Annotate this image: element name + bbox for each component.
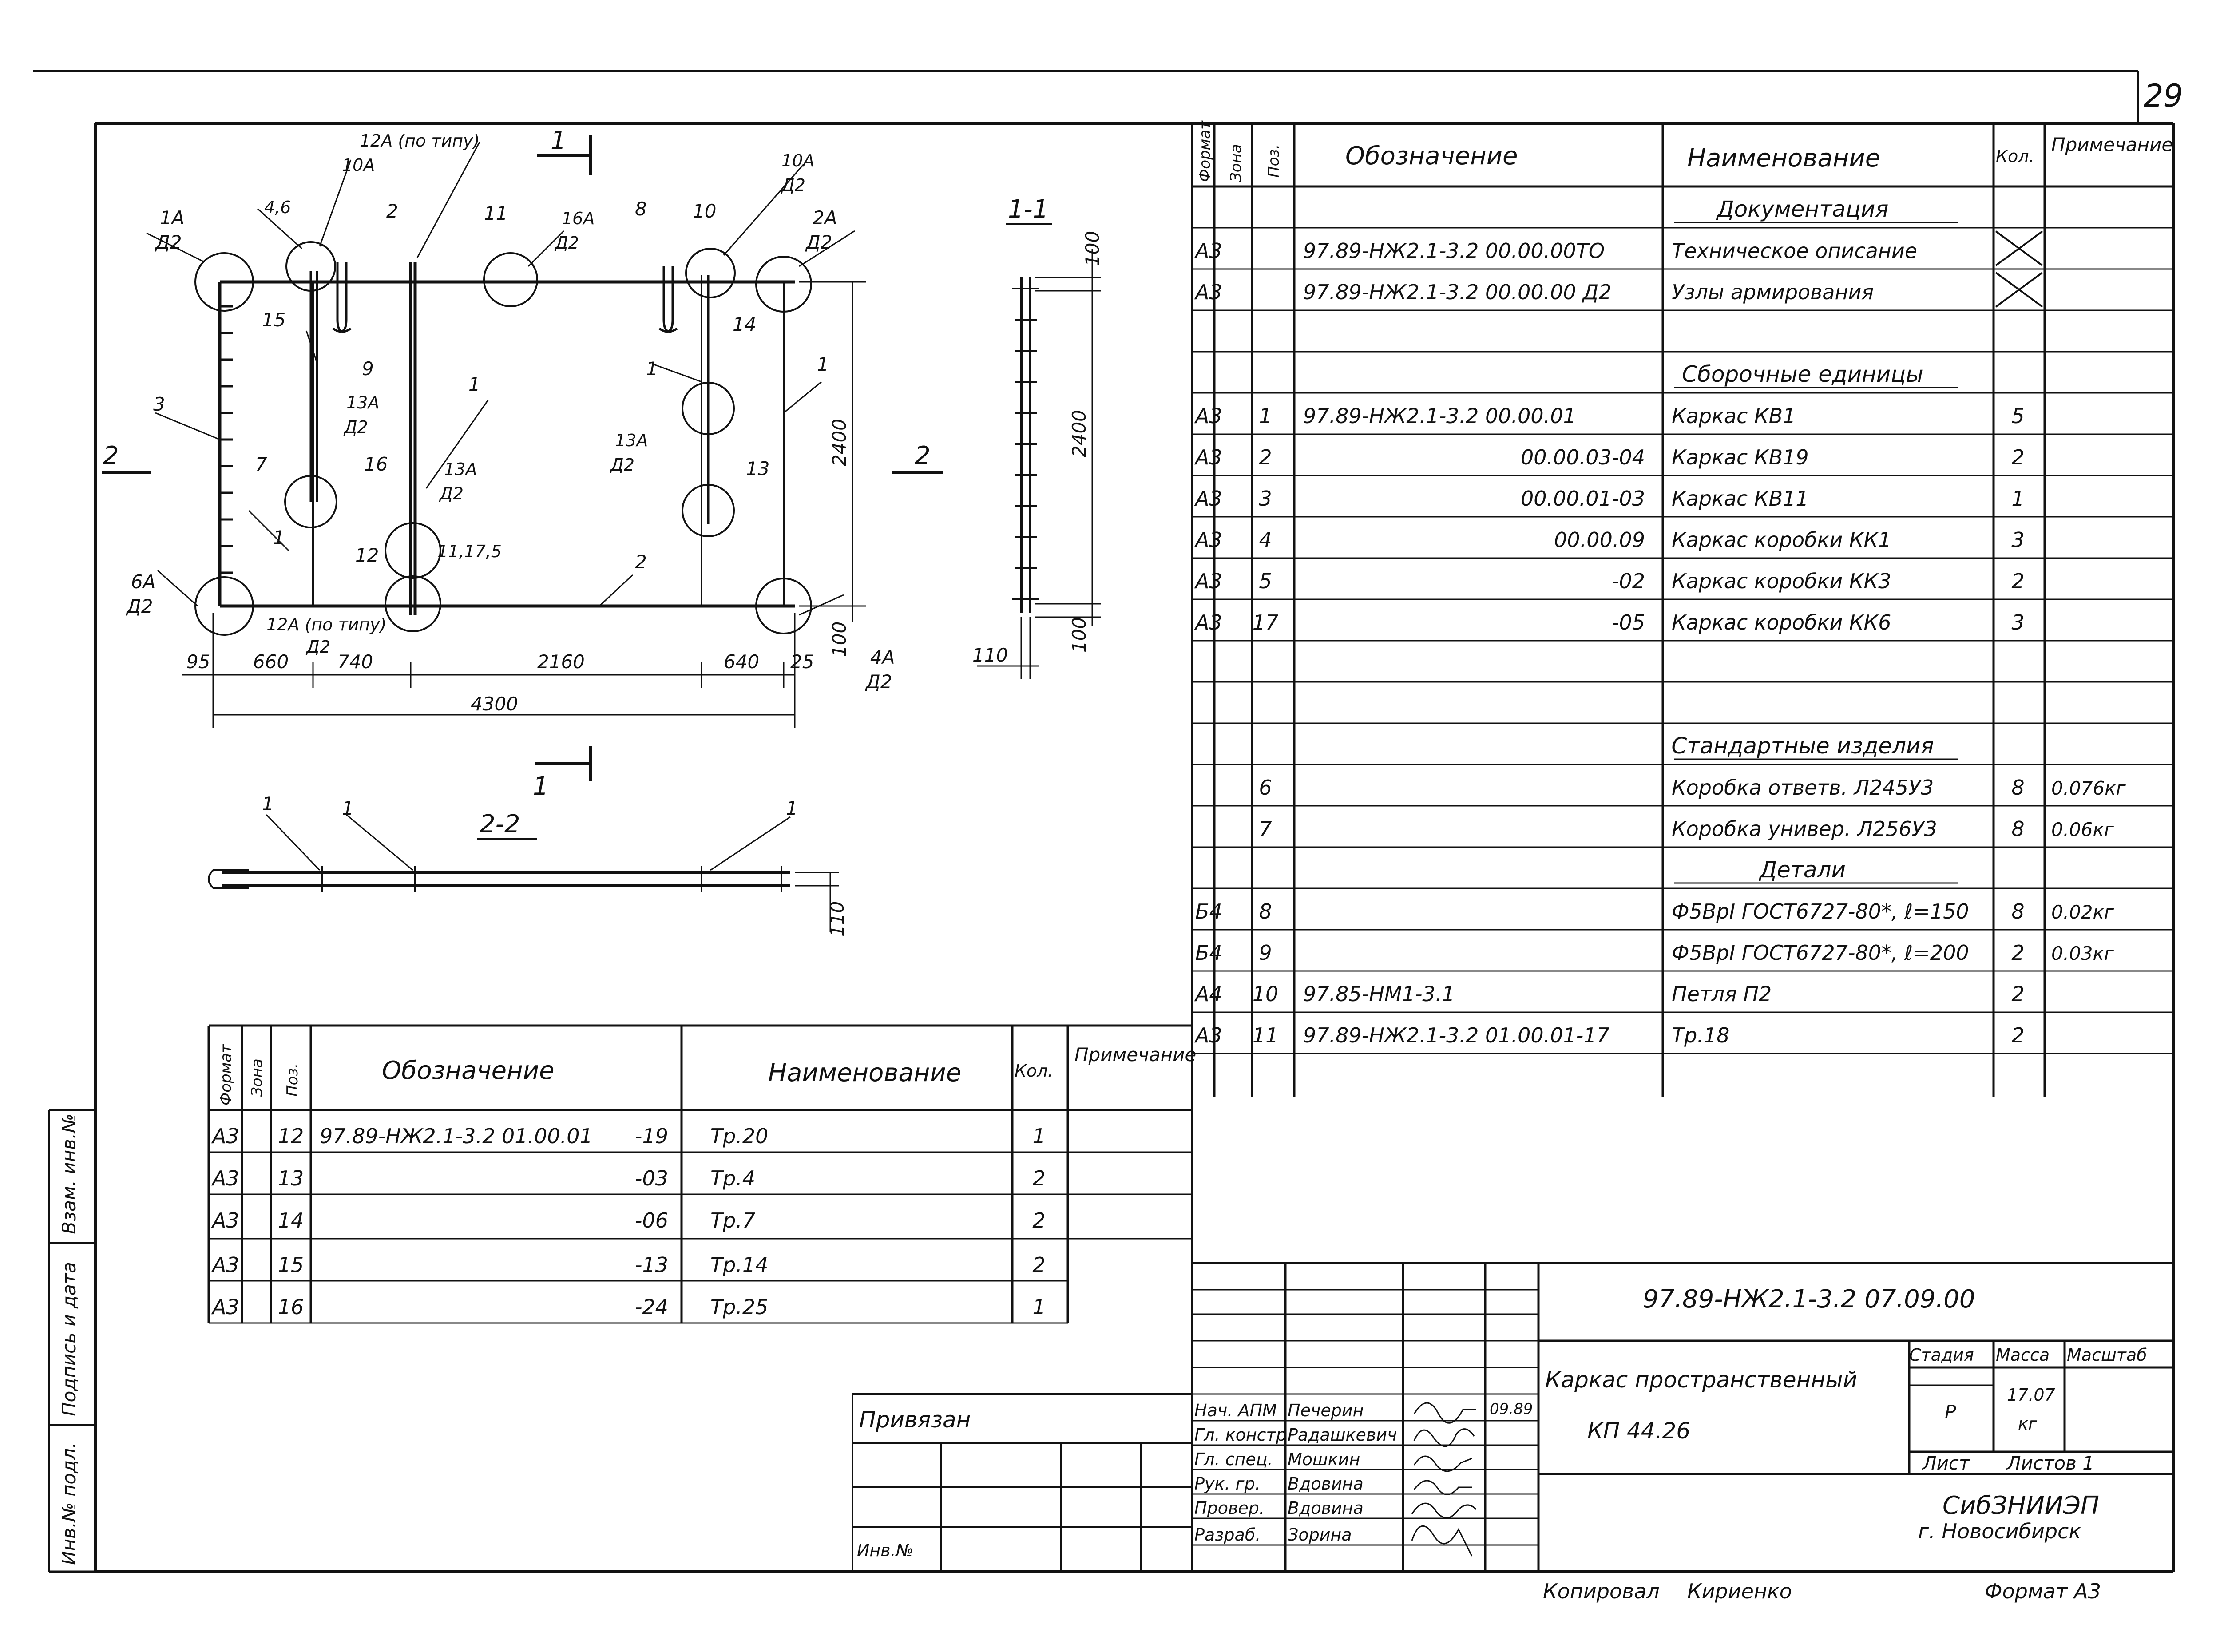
sheet-number: 29: [2144, 78, 2184, 114]
callout-4A: 4А: [870, 646, 895, 668]
spec-main-format: А3: [1195, 445, 1222, 469]
pos-label: 2: [635, 551, 647, 573]
section-2-left: 2: [103, 441, 119, 470]
spec-main-name: Каркас КВ19: [1672, 445, 1809, 469]
dim-95: 95: [186, 651, 210, 673]
spec-main-designation: 00.00.03-04: [1521, 445, 1645, 469]
signer-role: Гл. спец.: [1194, 1450, 1273, 1469]
spec-main-qty: 3: [2011, 610, 2025, 634]
spec-main-name: Коробка универ. Л256У3: [1672, 817, 1937, 841]
tb-mass-label: Масса: [1996, 1345, 2050, 1365]
callout-10A-right: 10А: [781, 151, 815, 170]
spec-main-designation: 00.00.09: [1554, 528, 1645, 552]
spec-main-note: 0.076кг: [2051, 777, 2126, 799]
spec-main-designation: 97.89-НЖ2.1-3.2 01.00.01-17: [1303, 1023, 1610, 1047]
spec-main-qty: 8: [2011, 817, 2025, 841]
callout-13A-left: 13А: [346, 393, 380, 412]
view22-pos-1a: 1: [262, 793, 274, 815]
spec-main-pos: 17: [1252, 610, 1279, 634]
dim-2400-1-1: 2400: [1068, 410, 1090, 457]
spec-left-suffix: -19: [634, 1124, 668, 1148]
dim-100-lower: 100: [829, 621, 850, 657]
sheet-format: Формат А3: [1985, 1579, 2101, 1603]
spec-left-suffix: -03: [634, 1166, 668, 1190]
spec-main-format: А3: [1195, 487, 1222, 511]
dim-4300: 4300: [471, 693, 518, 715]
tb-stage: Р: [1945, 1401, 1956, 1423]
spec-main-name: Каркас коробки КК3: [1672, 569, 1891, 593]
spec-left-qty: 2: [1032, 1166, 1046, 1190]
spec-main-pos: 7: [1259, 817, 1272, 841]
spec-main-qty: 2: [2011, 1023, 2025, 1047]
dim-100-bottom-1-1: 100: [1068, 617, 1090, 653]
pos-label: 16: [364, 453, 388, 475]
spec-main-h-zone: Зона: [1227, 144, 1245, 182]
callout-2A: 2А: [813, 207, 837, 229]
spec-main-format: А3: [1195, 1023, 1222, 1047]
callout-1A: 1А: [160, 207, 185, 229]
signer-role: Нач. АПМ: [1194, 1401, 1277, 1420]
spec-main-designation: 97.89-НЖ2.1-3.2 00.00.00ТО: [1303, 239, 1605, 263]
spec-left-h-note: Примечание: [1074, 1044, 1197, 1066]
pos-label: 2: [386, 200, 398, 222]
spec-main-designation: -05: [1611, 610, 1645, 634]
spec-main-format: А3: [1195, 404, 1222, 428]
pos-label: 1: [273, 527, 285, 548]
spec-left-format: А3: [212, 1253, 239, 1277]
spec-left-qty: 2: [1032, 1208, 1046, 1232]
pos-label: 3: [153, 393, 165, 415]
spec-main-format: Б4: [1195, 899, 1222, 923]
section-1-top: 1: [551, 126, 567, 155]
callout-10A-right-ref: Д2: [781, 175, 805, 195]
spec-main-h-qty: Кол.: [1996, 147, 2034, 166]
tb-item-mark: КП 44.26: [1587, 1418, 1691, 1444]
spec-left-h-designation: Обозначение: [382, 1056, 555, 1085]
spec-main-name: Каркас коробки КК6: [1672, 610, 1891, 634]
side-sign-date: Подпись и дата: [58, 1262, 80, 1416]
spec-main-table: [1192, 120, 2173, 1263]
view22-pos-1c: 1: [786, 797, 798, 819]
signatures: [1412, 1403, 1476, 1556]
tb-sheets-label: Листов 1: [2007, 1452, 2094, 1474]
spec-main-pos: 6: [1259, 776, 1272, 800]
spec-main-note: 0.06кг: [2051, 819, 2114, 840]
signer-name: Печерин: [1288, 1401, 1364, 1420]
callout-6A: 6А: [131, 571, 156, 593]
section-1-1-view: [972, 195, 1103, 679]
callout-4-6: 4,6: [264, 198, 291, 217]
spec-main-h-designation: Обозначение: [1345, 142, 1518, 170]
spec-main-qty: 2: [2011, 569, 2025, 593]
spec-main-note: 0.03кг: [2051, 943, 2114, 964]
callout-2A-ref: Д2: [806, 231, 832, 253]
view22-pos-1b: 1: [342, 797, 354, 819]
copied-by-label: Копировал: [1543, 1579, 1660, 1603]
section-2-right: 2: [915, 441, 931, 470]
side-inv-orig: Инв.№ подл.: [58, 1442, 80, 1565]
spec-main-format: Б4: [1195, 941, 1222, 965]
spec-main-name: Тр.18: [1672, 1023, 1730, 1047]
pos-label: 15: [262, 309, 286, 331]
callout-12A-bottom: 12А (по типу): [266, 615, 387, 634]
spec-main-name: Ф5ВрI ГОСТ6727-80*, ℓ=200: [1672, 941, 1969, 965]
dim-640: 640: [724, 651, 760, 673]
dim-660: 660: [253, 651, 289, 673]
spec-main-h-pos: Поз.: [1265, 144, 1283, 178]
signer-role: Провер.: [1194, 1498, 1265, 1518]
spec-main-h-format: Формат: [1196, 121, 1214, 182]
tb-item-name: Каркас пространственный: [1545, 1367, 1858, 1393]
signer-role: Разраб.: [1194, 1525, 1261, 1545]
callout-13A-left-ref: Д2: [344, 417, 368, 437]
tb-mass: 17.07: [2007, 1385, 2055, 1405]
copied-by-name: Кириенко: [1687, 1579, 1792, 1603]
tb-city: г. Новосибирск: [1918, 1519, 2081, 1543]
spec-left-h-name: Наименование: [768, 1058, 962, 1087]
spec-main-qty: 1: [2011, 487, 2025, 511]
pos-label: 7: [255, 453, 267, 475]
pos-label: 1: [646, 358, 658, 380]
tb-code: 97.89-НЖ2.1-3.2 07.09.00: [1643, 1285, 1975, 1314]
spec-main-designation: -02: [1611, 569, 1645, 593]
spec-main-name: Каркас КВ11: [1672, 487, 1809, 511]
spec-main-qty: 2: [2011, 982, 2025, 1006]
dim-740: 740: [337, 651, 373, 673]
title-block: [1192, 1263, 2173, 1572]
pos-label: 1: [468, 373, 480, 395]
signer-name: Мошкин: [1288, 1450, 1360, 1469]
spec-main-qty: 8: [2011, 899, 2025, 923]
spec-main-section-heading: Детали: [1759, 857, 1846, 883]
spec-main-note: 0.02кг: [2051, 901, 2114, 923]
spec-main-designation: 97.85-НМ1-3.1: [1303, 982, 1455, 1006]
spec-main-name: Узлы армирования: [1672, 280, 1874, 304]
spec-left-pos: 16: [278, 1295, 304, 1319]
spec-left-pos: 13: [278, 1166, 304, 1190]
spec-main-pos: 5: [1259, 569, 1272, 593]
spec-main-name: Коробка ответв. Л245У3: [1672, 776, 1934, 800]
spec-left-format: А3: [212, 1166, 239, 1190]
tb-org: СибЗНИИЭП: [1942, 1491, 2100, 1520]
spec-main-h-name: Наименование: [1687, 144, 1881, 173]
pos-label: 1: [817, 353, 829, 375]
spec-left-name: Тр.25: [710, 1295, 769, 1319]
spec-main-name: Петля П2: [1672, 982, 1772, 1006]
view-1-1-title: 1-1: [1008, 195, 1049, 224]
spec-main-section-heading: Документация: [1717, 196, 1889, 222]
callout-13A-right-ref: Д2: [610, 455, 634, 475]
spec-main-format: А3: [1195, 528, 1222, 552]
callout-16A: 16А: [562, 209, 595, 228]
pos-label: 13: [746, 458, 770, 479]
spec-main-pos: 10: [1252, 982, 1279, 1006]
pos-label: 14: [733, 313, 757, 335]
spec-left-table: [209, 1026, 1196, 1323]
tb-scale-label: Масштаб: [2067, 1345, 2147, 1365]
tb-date: 09.89: [1490, 1400, 1533, 1418]
callout-10A-left: 10А: [342, 155, 375, 175]
spec-left-name: Тр.20: [710, 1124, 769, 1148]
signer-name: Вдовина: [1288, 1474, 1364, 1494]
pos-label: 12: [355, 544, 379, 566]
pos-label: 11,17,5: [437, 542, 502, 561]
spec-left-suffix: -06: [634, 1208, 668, 1232]
section-1-bottom: 1: [533, 772, 549, 801]
spec-left-qty: 1: [1032, 1124, 1046, 1148]
spec-main-designation: 00.00.01-03: [1521, 487, 1645, 511]
dim-100-top-1-1: 100: [1082, 230, 1103, 266]
spec-main-pos: 9: [1259, 941, 1272, 965]
tb-stage-label: Стадия: [1909, 1345, 1974, 1365]
pos-label: 11: [484, 202, 508, 224]
side-inv-repl: Взам. инв.№: [58, 1113, 80, 1234]
pos-label: 9: [362, 358, 374, 380]
spec-main-format: А3: [1195, 569, 1222, 593]
spec-main-pos: 11: [1252, 1023, 1279, 1047]
spec-left-suffix: -24: [634, 1295, 668, 1319]
signer-name: Радашкевич: [1288, 1425, 1397, 1445]
spec-main-name: Каркас коробки КК1: [1672, 528, 1891, 552]
binding-box: [852, 1394, 1192, 1572]
signer-name: Зорина: [1288, 1525, 1352, 1545]
spec-main-section-heading: Стандартные изделия: [1671, 733, 1934, 759]
signer-role: Рук. гр.: [1194, 1474, 1261, 1494]
spec-main-qty: 5: [2011, 404, 2025, 428]
spec-left-qty: 1: [1032, 1295, 1046, 1319]
dim-2160: 2160: [537, 651, 585, 673]
dim-25: 25: [790, 651, 814, 673]
spec-left-name: Тр.7: [710, 1208, 756, 1232]
spec-main-section-heading: Сборочные единицы: [1682, 361, 1923, 387]
section-2-2-view: [209, 793, 848, 937]
spec-left-pos: 15: [278, 1253, 304, 1277]
spec-main-pos: 4: [1259, 528, 1272, 552]
spec-main-qty: 2: [2011, 941, 2025, 965]
tb-mass-unit: кг: [2018, 1414, 2037, 1434]
callout-4A-ref: Д2: [866, 671, 892, 693]
spec-left-h-qty: Кол.: [1015, 1061, 1053, 1081]
dim-2400: 2400: [829, 419, 850, 466]
callout-12A-top: 12А (по типу): [360, 131, 480, 151]
spec-main-qty: 3: [2011, 528, 2025, 552]
binding-inv: Инв.№: [857, 1541, 914, 1560]
view-2-2-title: 2-2: [480, 810, 520, 839]
spec-main-qty-cross: [1996, 231, 2042, 265]
spec-left-format: А3: [212, 1124, 239, 1148]
dim-110-1-1: 110: [972, 644, 1008, 666]
spec-main-format: А3: [1195, 610, 1222, 634]
spec-main-h-note: Примечание: [2051, 134, 2173, 155]
spec-main-name: Ф5ВрI ГОСТ6727-80*, ℓ=150: [1672, 899, 1969, 923]
spec-left-h-zone: Зона: [248, 1058, 266, 1097]
spec-main-name: Техническое описание: [1672, 239, 1918, 263]
spec-left-h-format: Формат: [217, 1044, 235, 1105]
tb-sheet-label: Лист: [1923, 1452, 1970, 1474]
signer-role: Гл. констр.: [1194, 1425, 1292, 1445]
pos-label: 10: [693, 200, 717, 222]
pos-label: 8: [635, 198, 647, 220]
spec-left-designation: 97.89-НЖ2.1-3.2 01.00.01: [320, 1124, 593, 1148]
callout-13A-mid-ref: Д2: [440, 484, 464, 503]
spec-main-pos: 2: [1259, 445, 1272, 469]
callout-16A-ref: Д2: [555, 233, 579, 253]
spec-main-qty: 8: [2011, 776, 2025, 800]
spec-main-format: А3: [1195, 239, 1222, 263]
spec-main-qty-cross: [1996, 273, 2042, 307]
spec-left-name: Тр.4: [710, 1166, 756, 1190]
signer-name: Вдовина: [1288, 1498, 1364, 1518]
spec-left-format: А3: [212, 1295, 239, 1319]
spec-main-pos: 3: [1259, 487, 1272, 511]
binding-tied: Привязан: [859, 1407, 971, 1433]
spec-main-qty: 2: [2011, 445, 2025, 469]
dim-110-2-2: 110: [826, 901, 848, 937]
callout-1A-ref: Д2: [155, 231, 182, 253]
spec-main-designation: 97.89-НЖ2.1-3.2 00.00.00 Д2: [1303, 280, 1612, 304]
spec-main-format: А3: [1195, 280, 1222, 304]
callout-6A-ref: Д2: [127, 595, 153, 617]
callout-13A-right: 13А: [615, 431, 648, 450]
spec-left-qty: 2: [1032, 1253, 1046, 1277]
spec-main-designation: 97.89-НЖ2.1-3.2 00.00.01: [1303, 404, 1576, 428]
spec-left-pos: 12: [278, 1124, 304, 1148]
spec-main-pos: 1: [1259, 404, 1272, 428]
side-stamp: [49, 1110, 95, 1572]
spec-left-pos: 14: [278, 1208, 304, 1232]
spec-left-name: Тр.14: [710, 1253, 769, 1277]
callout-13A-mid: 13А: [444, 460, 477, 479]
plan-view: [102, 126, 944, 801]
spec-left-h-pos: Поз.: [284, 1063, 301, 1097]
spec-main-name: Каркас КВ1: [1672, 404, 1796, 428]
spec-main-format: А4: [1195, 982, 1222, 1006]
spec-main-pos: 8: [1259, 899, 1272, 923]
spec-left-suffix: -13: [634, 1253, 668, 1277]
callout-12A-bottom-ref: Д2: [306, 637, 330, 657]
spec-left-format: А3: [212, 1208, 239, 1232]
